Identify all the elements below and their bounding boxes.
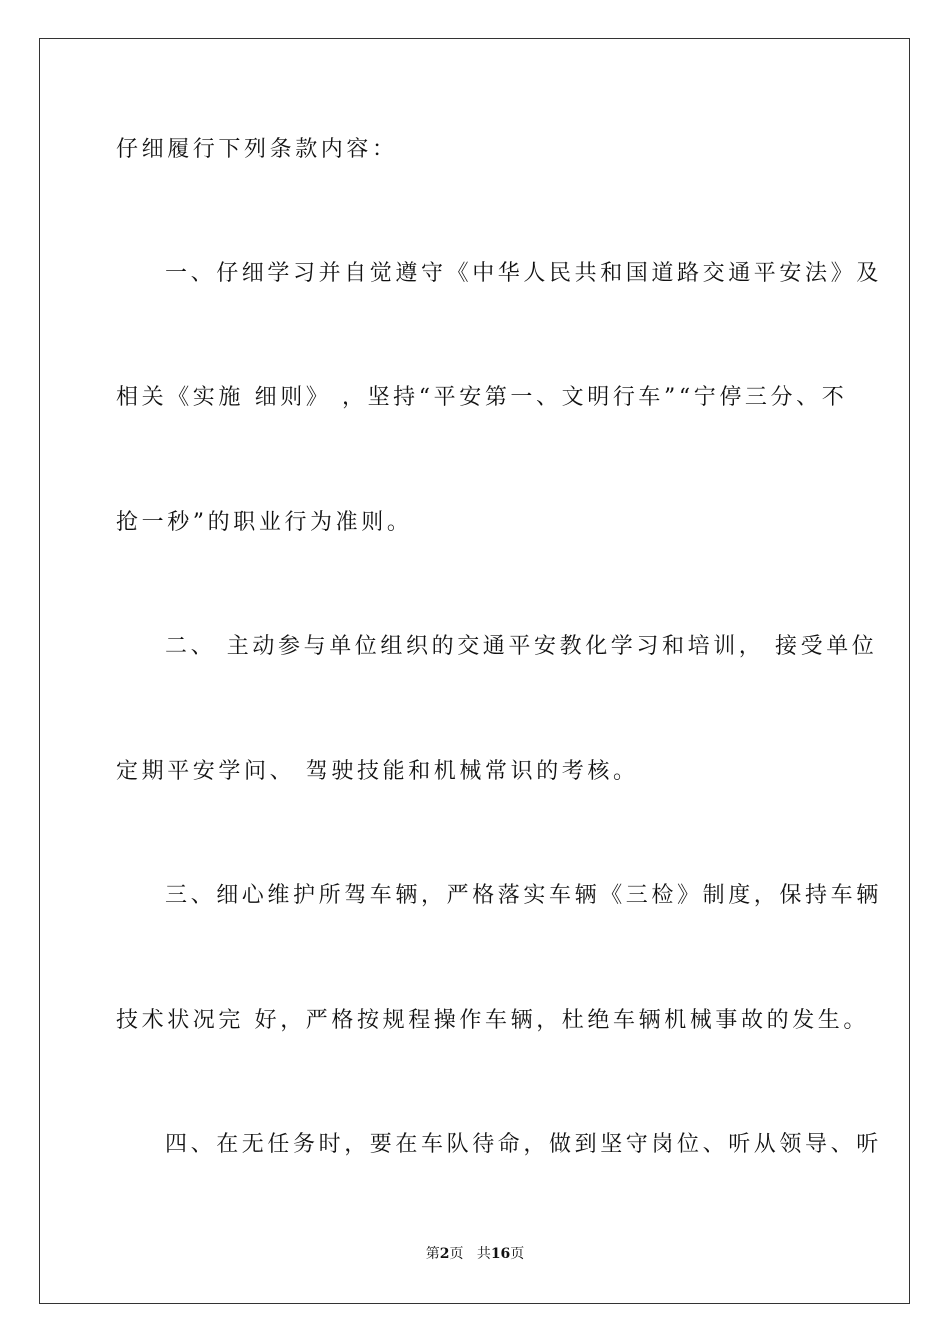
paragraph-line-4: 抢一秒”的职业行为准则。 bbox=[116, 510, 413, 535]
footer-page-prefix: 第 bbox=[425, 1246, 440, 1262]
paragraph-line-2: 一、仔细学习并自觉遵守《中华人民共和国道路交通平安法》及 bbox=[165, 261, 882, 286]
paragraph-line-7: 三、细心维护所驾车辆，严格落实车辆《三检》制度，保持车辆 bbox=[165, 883, 882, 908]
footer-total-prefix: 共 bbox=[476, 1246, 491, 1262]
paragraph-line-8: 技术状况完 好，严格按规程操作车辆，杜绝车辆机械事故的发生。 bbox=[116, 1008, 869, 1033]
paragraph-line-3: 相关《实施 细则》 ，坚持“平安第一、文明行车”“宁停三分、不 bbox=[116, 385, 848, 410]
paragraph-line-5: 二、 主动参与单位组织的交通平安教化学习和培训， 接受单位 bbox=[165, 634, 878, 659]
page-footer bbox=[0, 1244, 950, 1264]
footer-total-pages: 16 bbox=[490, 1246, 511, 1262]
paragraph-line-6: 定期平安学问、 驾驶技能和机械常识的考核。 bbox=[116, 759, 639, 784]
page-border bbox=[39, 38, 910, 1304]
footer-page-number: 2 bbox=[439, 1246, 450, 1262]
footer-page-suffix: 页 bbox=[449, 1246, 464, 1262]
footer-total-suffix: 页 bbox=[510, 1246, 525, 1262]
paragraph-line-9: 四、在无任务时，要在车队待命，做到坚守岗位、听从领导、听 bbox=[165, 1132, 882, 1157]
paragraph-line-1: 仔细履行下列条款内容： bbox=[116, 137, 398, 162]
